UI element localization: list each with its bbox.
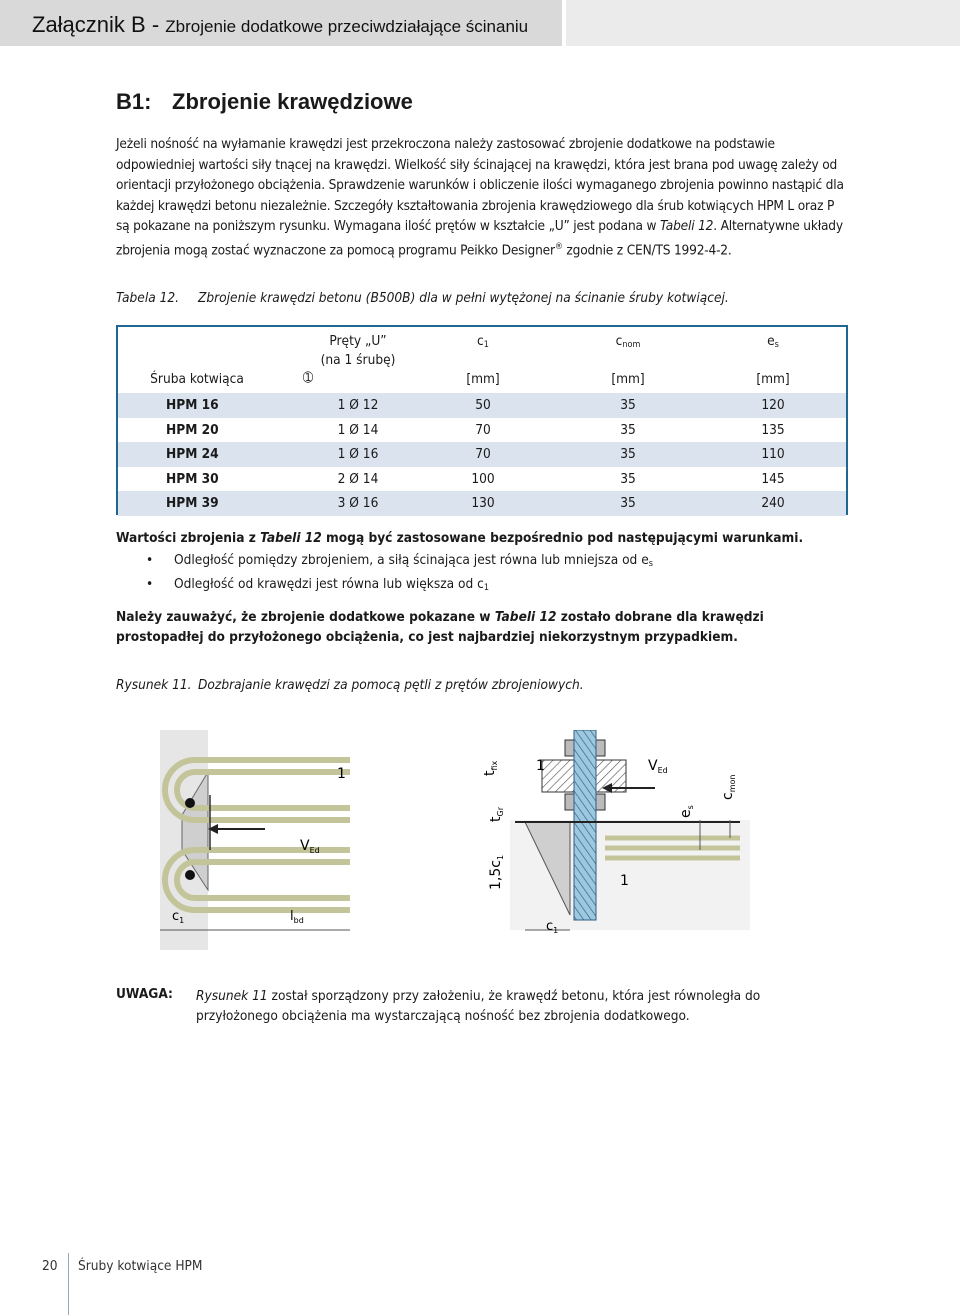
header-c1-main: c (477, 333, 484, 349)
header-c1 (433, 333, 533, 350)
header-cnom-unit: [mm] (611, 371, 645, 387)
table-header (118, 327, 846, 393)
cell-c1: 70 (475, 446, 491, 462)
section-view (482, 730, 750, 935)
bullet2-text: Odległość od krawędzi jest równa lub większa od c (174, 576, 484, 592)
label-es: $e_s$ (678, 805, 695, 818)
table-row (118, 491, 846, 516)
edge-reinforcement-drawing (150, 730, 750, 950)
uwaga-body: został sporządzony przy założeniu, że krawędź betonu, która jest równoległa do przyłożonego obciążenia ma wystarczającą nośność bez zbrojenia dodatkowego. (196, 988, 761, 1024)
header-es-unit: [mm] (756, 371, 790, 387)
conditions-lead-b: mogą być zastosowane bezpośrednio pod następującymi warunkami. (321, 530, 804, 546)
cell-bolt: HPM 20 (166, 421, 219, 438)
note-text-b: zostało dobrane dla krawędzi prostopadłej do przyłożonego obciążenia, co jest najbardziej niekorzystnym przypadkiem. (116, 609, 764, 645)
cell-bolt: HPM 16 (166, 397, 219, 413)
cell-bolt: HPM 30 (166, 470, 219, 487)
table-row (118, 467, 846, 492)
figure-caption-label: Rysunek 11. (116, 677, 192, 693)
cell-cnom: 35 (620, 470, 636, 487)
cell-es: 110 (761, 446, 785, 462)
important-note (116, 607, 846, 647)
conditions-lead-a: Wartości zbrojenia z (116, 530, 261, 546)
header-bar-right (566, 0, 960, 46)
cell-bars: 1 Ø 12 (337, 397, 379, 413)
list-item (146, 550, 653, 574)
note-text-a: Należy zauważyć, że zbrojenie dodatkowe pokazane w (116, 609, 495, 625)
cell-cnom: 35 (620, 446, 636, 462)
cell-es: 120 (761, 397, 785, 413)
intro-text: Jeżeli nośność na wyłamanie krawędzi jest przekroczona należy zastosować zbrojenie dodatkowe na podstawie odpowiedniej wartości siły tnącej na krawędzi. Wielkość siły ścinającej na krawędzi, która jest brana pod uwagę zależy od orientacji przyłożonego obciążenia. Sprawdzenie warunków i obliczenie ilości wymaganego zbrojenia powinno nastąpić dla każdej krawędzi betonu niezależnie. Szczegóły kształtowania zbrojenia krawędziowego dla śrub kotwiących HPM L oraz P są pokazane na poniższym rysunku. Wymagana ilość prętów w kształcie „U” jest podana w (116, 136, 844, 234)
label-c1-right: $c_1$ (546, 919, 559, 935)
intro-paragraph (116, 134, 846, 261)
label-tgr: $t_{Gr}$ (488, 807, 505, 822)
cell-c1: 130 (471, 495, 495, 511)
table-caption (116, 290, 729, 306)
cell-c1: 50 (475, 397, 491, 413)
label-c1-left: $c_1$ (172, 909, 185, 925)
label-ved-left: $V_{Ed}$ (300, 838, 320, 855)
uwaga-figure-ref: Rysunek 11 (196, 988, 268, 1004)
conditions-table-ref: Tabeli 12 (260, 530, 322, 546)
registered-mark: ® (554, 241, 563, 252)
header-c1-unit: [mm] (466, 371, 500, 387)
header-prefix: Załącznik B - (32, 12, 166, 37)
cell-bars: 2 Ø 14 (337, 470, 379, 487)
table-caption-label: Tabela 12. (116, 290, 180, 306)
footer-divider (68, 1253, 69, 1315)
bullet1-sub: s (648, 559, 653, 569)
section-code: B1: (116, 89, 152, 114)
cell-cnom: 35 (620, 397, 636, 413)
label-tfix: $t_{fix}$ (482, 760, 499, 776)
cell-c1: 70 (475, 421, 491, 438)
anchor-point (185, 798, 195, 808)
header-title (32, 12, 528, 38)
header-bars-line1: Pręty „U” (329, 333, 387, 349)
page-number: 20 (42, 1258, 58, 1274)
note-table-ref: Tabeli 12 (494, 609, 557, 625)
bullet1-text: Odległość pomiędzy zbrojeniem, a siłą ścinająca jest równa lub mniejsza od e (174, 552, 649, 568)
anchor-point (185, 870, 195, 880)
bullet2-sub: 1 (483, 583, 490, 593)
section-heading (116, 89, 413, 115)
label-one-left: 1 (337, 766, 346, 782)
intro-table-ref: Tabeli 12 (659, 218, 714, 234)
header-bars-line2: (na 1 śrubę) (320, 352, 396, 368)
cell-es: 145 (761, 470, 785, 487)
cell-es: 135 (761, 421, 785, 438)
label-one-top: 1 (536, 758, 545, 774)
cell-c1: 100 (471, 470, 495, 487)
cell-bolt: HPM 24 (166, 446, 219, 462)
cell-bars: 3 Ø 16 (337, 495, 379, 511)
footer-title: Śruby kotwiące HPM (78, 1258, 203, 1274)
header-c1-sub: 1 (483, 340, 489, 350)
label-one-bottom: 1 (620, 873, 629, 889)
label-lbd: $l_{bd}$ (290, 909, 304, 925)
label-cmon: $c_{mon}$ (720, 774, 737, 800)
header-es-sub: s (774, 340, 779, 350)
cell-bars: 1 Ø 14 (337, 421, 379, 438)
header-cnom (578, 333, 678, 350)
table-row (118, 442, 846, 467)
header-cnom-sub: nom (622, 340, 641, 350)
cell-es: 240 (761, 495, 785, 511)
anchor-bolt (574, 730, 596, 920)
intro-text-end: zgodnie z CEN/TS 1992-4-2. (562, 242, 732, 259)
figure-caption (116, 677, 584, 693)
header-cnom-main: c (615, 333, 623, 349)
intro-text-rest: . Alternatywne układy zbrojenia mogą zostać wyznaczone za pomocą programu Peikko Designer (116, 218, 843, 259)
cell-cnom: 35 (620, 421, 636, 438)
reinforcement-table (116, 325, 848, 515)
cell-bars: 1 Ø 16 (337, 446, 379, 462)
section-title: Zbrojenie krawędziowe (172, 89, 413, 114)
uwaga-label: UWAGA: (116, 986, 173, 1002)
cell-bolt: HPM 39 (166, 495, 219, 511)
table-caption-text: Zbrojenie krawędzi betonu (B500B) dla w pełni wytężonej na ścinanie śruby kotwiącej. (198, 290, 729, 306)
uwaga-text (196, 986, 836, 1026)
plan-view (160, 730, 350, 950)
figure-caption-text: Dozbrajanie krawędzi za pomocą pętli z prętów zbrojeniowych. (198, 677, 584, 693)
conditions-list (146, 550, 653, 598)
header-circled-one: ➀ (302, 370, 314, 386)
list-item (146, 574, 653, 598)
table-row (118, 393, 846, 418)
conditions-lead (116, 530, 803, 546)
label-1-5c1: $1,5c_1$ (488, 854, 505, 890)
header-bolt: Śruba kotwiąca (150, 371, 244, 387)
table-row (118, 418, 846, 443)
header-es (723, 333, 823, 350)
label-ved-right: $V_{Ed}$ (648, 758, 668, 775)
header-es-main: e (767, 333, 775, 349)
header-subtitle: Zbrojenie dodatkowe przeciwdziałające ścinaniu (165, 17, 529, 36)
cell-cnom: 35 (620, 495, 636, 511)
